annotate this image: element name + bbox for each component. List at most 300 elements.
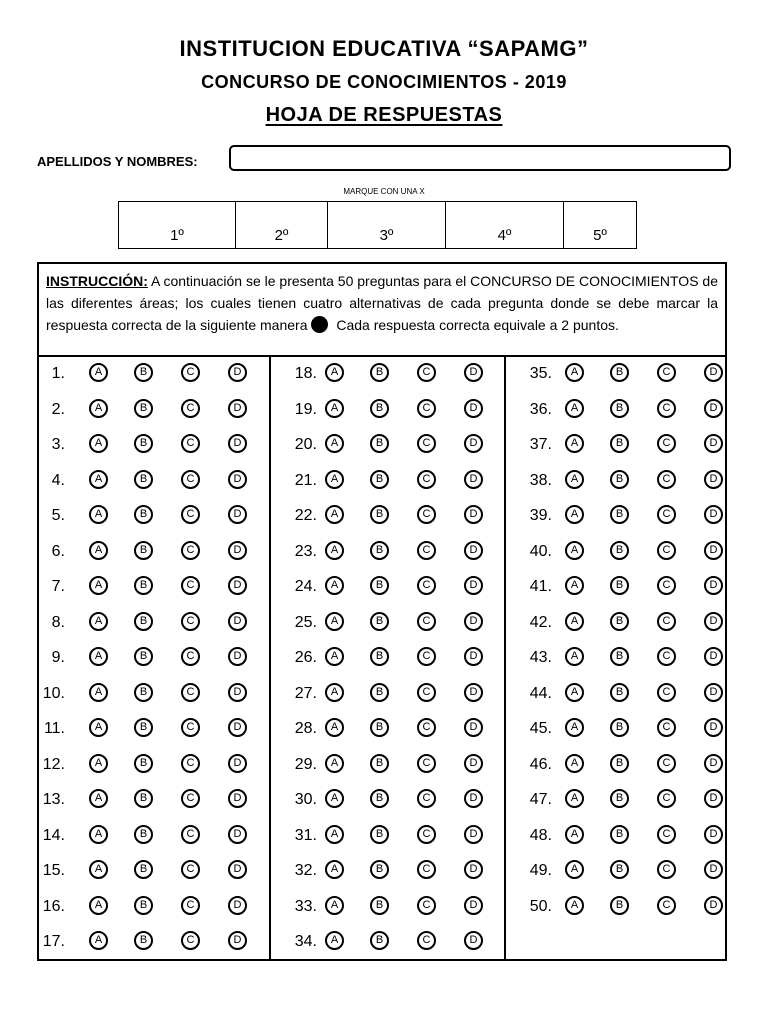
answer-bubble-c[interactable]: C [417,505,436,524]
answer-bubble-a[interactable]: A [89,683,108,702]
answer-bubble-c[interactable]: C [657,541,676,560]
answer-bubble-d[interactable]: D [464,434,483,453]
answer-bubble-a[interactable]: A [565,789,584,808]
answer-bubble-d[interactable]: D [464,363,483,382]
answer-bubble-c[interactable]: C [181,896,200,915]
instructions-text: A continuación se le presenta 50 preguntas para el CONCURSO DE CONOCIMIENTOS de las diferentes áreas; los cuales tienen cuatro alternativas de cada pregunta donde se debe marcar la respuesta correcta de la siguiente manera [46,273,719,333]
answer-bubble-b[interactable]: B [134,399,153,418]
question-row [271,393,504,429]
grade-instruction: MARQUE CON UNA X [343,187,425,196]
question-row [506,748,725,784]
answer-bubble-b[interactable]: B [610,363,629,382]
question-row [506,819,725,855]
institution-title: INSTITUCION EDUCATIVA “SAPAMG” [179,36,589,61]
question-number: 8. [51,613,65,631]
answer-bubble-c[interactable]: C [657,754,676,773]
answer-bubble-d[interactable]: D [464,647,483,666]
answer-bubble-c[interactable]: C [417,541,436,560]
question-row [271,854,504,890]
answer-bubble-b[interactable]: B [610,789,629,808]
answer-bubble-c[interactable]: C [417,896,436,915]
answer-bubble-b[interactable]: B [370,612,389,631]
answer-bubble-d[interactable]: D [464,470,483,489]
answer-bubble-d[interactable]: D [464,541,483,560]
answer-bubble-d[interactable]: D [228,931,247,950]
answer-bubble-d[interactable]: D [704,754,723,773]
answer-bubble-c[interactable]: C [417,399,436,418]
answer-bubble-a[interactable]: A [89,434,108,453]
answer-bubble-a[interactable]: A [325,860,344,879]
answer-bubble-c[interactable]: C [657,647,676,666]
instructions [39,264,725,357]
answer-bubble-d[interactable]: D [228,363,247,382]
answer-bubble-c[interactable]: C [417,470,436,489]
answer-bubble-b[interactable]: B [370,399,389,418]
answer-bubble-a[interactable]: A [89,576,108,595]
answer-bubble-b[interactable]: B [134,541,153,560]
answer-bubble-b[interactable]: B [370,896,389,915]
answer-bubble-b[interactable]: B [610,825,629,844]
answer-bubble-a[interactable]: A [565,363,584,382]
question-row [39,464,269,500]
answer-bubble-c[interactable]: C [657,434,676,453]
question-row [506,677,725,713]
question-row [271,819,504,855]
filled-bubble-icon [311,316,328,333]
answer-bubble-d[interactable]: D [464,896,483,915]
answer-bubble-d[interactable]: D [704,541,723,560]
answer-bubble-a[interactable]: A [89,896,108,915]
answer-bubble-d[interactable]: D [464,399,483,418]
answer-bubble-b[interactable]: B [134,754,153,773]
answer-bubble-a[interactable]: A [325,470,344,489]
answer-bubble-c[interactable]: C [657,860,676,879]
answer-bubble-c[interactable]: C [657,399,676,418]
answer-bubble-b[interactable]: B [134,612,153,631]
answer-bubble-b[interactable]: B [134,470,153,489]
question-number: 37. [529,436,552,453]
question-row [506,535,725,571]
answer-bubble-a[interactable]: A [325,789,344,808]
answer-bubble-b[interactable]: B [134,647,153,666]
answer-bubble-b[interactable]: B [134,363,153,382]
answer-sheet [37,262,727,961]
answer-bubble-b[interactable]: B [370,825,389,844]
question-number: 33. [294,897,317,915]
answer-bubble-b[interactable]: B [134,931,153,950]
answer-bubble-d[interactable]: D [228,754,247,773]
answer-bubble-b[interactable]: B [134,434,153,453]
answer-bubble-a[interactable]: A [325,363,344,382]
answer-bubble-a[interactable]: A [325,541,344,560]
question-number: 45. [529,720,552,737]
question-row [271,677,504,713]
answer-bubble-b[interactable]: B [134,789,153,808]
question-number: 4. [51,471,65,489]
answer-bubble-c[interactable]: C [657,505,676,524]
question-number: 15. [42,862,65,879]
answer-bubble-c[interactable]: C [417,434,436,453]
answer-bubble-d[interactable]: D [704,363,723,382]
answer-bubble-d[interactable]: D [228,576,247,595]
answer-bubble-a[interactable]: A [89,647,108,666]
question-number: 13. [42,791,65,808]
answer-bubble-c[interactable]: C [657,825,676,844]
answer-bubble-c[interactable]: C [417,789,436,808]
answer-bubble-a[interactable]: A [325,399,344,418]
contest-title: CONCURSO DE CONOCIMIENTOS - 2019 [201,72,567,92]
answer-bubble-a[interactable]: A [565,647,584,666]
answer-bubble-c[interactable]: C [181,399,200,418]
question-row [506,499,725,535]
answer-bubble-d[interactable]: D [228,683,247,702]
answer-bubble-a[interactable]: A [89,363,108,382]
answer-bubble-a[interactable]: A [565,541,584,560]
answer-bubble-c[interactable]: C [417,931,436,950]
answer-bubble-c[interactable]: C [657,470,676,489]
answer-bubble-d[interactable]: D [228,825,247,844]
answer-bubble-b[interactable]: B [134,505,153,524]
question-column-3 [506,357,725,959]
answer-bubble-d[interactable]: D [704,825,723,844]
answer-bubble-d[interactable]: D [228,647,247,666]
answer-bubble-c[interactable]: C [657,576,676,595]
question-row [271,641,504,677]
answer-bubble-b[interactable]: B [370,363,389,382]
answer-bubble-a[interactable]: A [565,470,584,489]
question-row [271,925,504,961]
answer-bubble-d[interactable]: D [704,505,723,524]
answer-bubble-a[interactable]: A [325,825,344,844]
question-row [271,783,504,819]
question-number: 42. [529,613,552,631]
question-number: 36. [529,400,552,418]
answer-bubble-a[interactable]: A [89,931,108,950]
question-number: 2. [51,400,65,418]
answer-bubble-d[interactable]: D [228,470,247,489]
answer-bubble-b[interactable]: B [370,789,389,808]
answer-bubble-c[interactable]: C [657,789,676,808]
answer-bubble-b[interactable]: B [610,860,629,879]
answer-bubble-c[interactable]: C [417,825,436,844]
answer-bubble-b[interactable]: B [610,505,629,524]
question-row [271,890,504,926]
answer-bubble-d[interactable]: D [228,789,247,808]
question-number: 18. [294,365,317,382]
answer-bubble-c[interactable]: C [181,825,200,844]
grade-option-5[interactable]: 5º [564,202,637,249]
answer-bubble-d[interactable]: D [464,860,483,879]
answer-bubble-c[interactable]: C [657,363,676,382]
question-number: 5. [51,507,65,524]
question-row [271,499,504,535]
answer-bubble-a[interactable]: A [325,683,344,702]
answer-bubble-b[interactable]: B [370,576,389,595]
grade-option-3[interactable]: 3º [328,202,446,249]
question-number: 25. [294,613,317,631]
answer-bubble-c[interactable]: C [657,683,676,702]
question-number: 19. [294,400,317,418]
answer-bubble-d[interactable]: D [228,505,247,524]
question-number: 40. [529,542,552,560]
answer-bubble-a[interactable]: A [325,647,344,666]
answer-bubble-a[interactable]: A [325,754,344,773]
answer-bubble-d[interactable]: D [464,718,483,737]
answer-bubble-c[interactable]: C [417,647,436,666]
answer-bubble-a[interactable]: A [565,896,584,915]
answer-bubble-b[interactable]: B [370,860,389,879]
question-row [271,535,504,571]
answer-bubble-d[interactable]: D [228,860,247,879]
answer-bubble-c[interactable]: C [181,470,200,489]
answer-bubble-a[interactable]: A [565,683,584,702]
answer-bubble-a[interactable]: A [565,612,584,631]
answer-bubble-c[interactable]: C [181,612,200,631]
instructions-text-end: Cada respuesta correcta equivale a 2 puntos. [332,317,619,333]
answer-bubble-a[interactable]: A [325,931,344,950]
question-number: 6. [51,542,65,560]
question-row [271,570,504,606]
answer-bubble-a[interactable]: A [89,505,108,524]
answer-bubble-b[interactable]: B [370,683,389,702]
question-number: 21. [294,471,317,489]
answer-bubble-a[interactable]: A [89,612,108,631]
answer-bubble-a[interactable]: A [325,718,344,737]
answer-bubble-b[interactable]: B [610,434,629,453]
grade-option-1[interactable]: 1º [119,202,236,249]
question-number: 47. [529,791,552,808]
question-column-2 [271,357,506,959]
question-number: 49. [529,862,552,879]
answer-bubble-d[interactable]: D [228,541,247,560]
question-row [271,464,504,500]
answer-bubble-c[interactable]: C [417,363,436,382]
question-number: 26. [294,649,317,666]
answer-bubble-b[interactable]: B [134,683,153,702]
answer-bubble-c[interactable]: C [181,541,200,560]
answer-bubble-d[interactable]: D [704,647,723,666]
answer-bubble-a[interactable]: A [565,399,584,418]
question-number: 29. [294,755,317,773]
answer-bubble-a[interactable]: A [325,434,344,453]
answer-bubble-b[interactable]: B [610,683,629,702]
question-row [506,428,725,464]
answer-bubble-d[interactable]: D [228,612,247,631]
answer-bubble-c[interactable]: C [417,683,436,702]
answer-bubble-c[interactable]: C [417,860,436,879]
answer-bubble-a[interactable]: A [89,718,108,737]
answer-bubble-a[interactable]: A [565,718,584,737]
question-number: 34. [294,933,317,950]
question-row [39,641,269,677]
question-number: 1. [51,365,65,382]
answer-bubble-d[interactable]: D [704,399,723,418]
answer-bubble-c[interactable]: C [181,860,200,879]
question-row [506,890,725,926]
answer-bubble-d[interactable]: D [464,931,483,950]
answer-bubble-d[interactable]: D [704,789,723,808]
answer-bubble-c[interactable]: C [181,363,200,382]
answer-bubble-c[interactable]: C [181,505,200,524]
question-number: 50. [529,897,552,915]
question-number: 11. [43,720,65,737]
answer-bubble-a[interactable]: A [89,860,108,879]
answer-bubble-b[interactable]: B [134,896,153,915]
answer-bubble-a[interactable]: A [565,576,584,595]
answer-bubble-b[interactable]: B [610,576,629,595]
question-number: 10. [42,684,65,702]
grade-option-2[interactable]: 2º [236,202,328,249]
question-number: 44. [529,684,552,702]
answer-bubble-d[interactable]: D [464,505,483,524]
answer-bubble-b[interactable]: B [370,505,389,524]
answer-bubble-a[interactable]: A [325,612,344,631]
question-number: 31. [294,826,317,844]
answer-bubble-a[interactable]: A [565,825,584,844]
answer-bubble-d[interactable]: D [228,399,247,418]
question-row [506,783,725,819]
question-row [39,570,269,606]
answer-bubble-b[interactable]: B [134,825,153,844]
grade-table [118,201,637,249]
question-row [39,819,269,855]
answer-bubble-a[interactable]: A [89,470,108,489]
answer-bubble-c[interactable]: C [181,647,200,666]
question-number: 16. [42,897,65,915]
answer-bubble-c[interactable]: C [417,576,436,595]
answer-bubble-a[interactable]: A [565,434,584,453]
answer-bubble-d[interactable]: D [464,612,483,631]
answer-bubble-c[interactable]: C [417,754,436,773]
answer-bubble-d[interactable]: D [704,470,723,489]
answer-bubble-c[interactable]: C [657,718,676,737]
question-number: 48. [529,826,552,844]
answer-bubble-d[interactable]: D [704,718,723,737]
answer-bubble-c[interactable]: C [181,683,200,702]
answer-bubble-d[interactable]: D [704,612,723,631]
answer-bubble-b[interactable]: B [610,541,629,560]
question-row [39,606,269,642]
question-row [506,854,725,890]
answer-bubble-a[interactable]: A [565,754,584,773]
answer-bubble-b[interactable]: B [610,612,629,631]
answer-bubble-b[interactable]: B [610,718,629,737]
question-number: 17. [42,933,65,950]
name-label: APELLIDOS Y NOMBRES: [37,154,198,169]
question-number: 46. [529,755,552,773]
answer-bubble-b[interactable]: B [370,754,389,773]
question-row [39,712,269,748]
answer-bubble-b[interactable]: B [370,541,389,560]
question-row [506,712,725,748]
answer-bubble-d[interactable]: D [464,789,483,808]
answer-bubble-c[interactable]: C [417,718,436,737]
answer-bubble-a[interactable]: A [325,896,344,915]
answer-bubble-a[interactable]: A [565,505,584,524]
answer-bubble-d[interactable]: D [704,896,723,915]
answer-bubble-b[interactable]: B [134,718,153,737]
answer-bubble-d[interactable]: D [464,576,483,595]
grade-option-4[interactable]: 4º [446,202,564,249]
answer-bubble-c[interactable]: C [417,612,436,631]
answer-bubble-a[interactable]: A [89,399,108,418]
answer-bubble-a[interactable]: A [89,754,108,773]
question-number: 20. [294,436,317,453]
answer-bubble-b[interactable]: B [370,647,389,666]
question-number: 24. [294,578,317,595]
answer-bubble-d[interactable]: D [464,825,483,844]
question-number: 30. [294,791,317,808]
answer-bubble-b[interactable]: B [134,860,153,879]
answer-bubble-d[interactable]: D [228,896,247,915]
answer-bubble-c[interactable]: C [181,576,200,595]
question-row [506,606,725,642]
question-row [271,428,504,464]
answer-bubble-b[interactable]: B [370,434,389,453]
question-number: 23. [294,542,317,560]
answer-bubble-b[interactable]: B [370,931,389,950]
answer-bubble-a[interactable]: A [325,505,344,524]
question-number: 32. [294,862,317,879]
question-number: 7. [51,578,65,595]
question-row [506,357,725,393]
answer-bubble-b[interactable]: B [610,647,629,666]
answer-bubble-a[interactable]: A [565,860,584,879]
answer-bubble-b[interactable]: B [370,470,389,489]
answer-bubble-b[interactable]: B [610,470,629,489]
question-row [39,925,269,961]
answer-bubble-b[interactable]: B [610,896,629,915]
question-row [506,570,725,606]
answer-bubble-d[interactable]: D [228,718,247,737]
answer-bubble-a[interactable]: A [89,825,108,844]
answer-bubble-d[interactable]: D [228,434,247,453]
question-number: 9. [51,649,65,666]
answer-bubble-c[interactable]: C [181,789,200,808]
answer-bubble-a[interactable]: A [89,789,108,808]
question-number: 41. [529,578,552,595]
answer-bubble-a[interactable]: A [325,576,344,595]
name-input[interactable] [229,145,731,171]
answer-bubble-d[interactable]: D [704,683,723,702]
question-row [506,464,725,500]
answer-bubble-b[interactable]: B [610,754,629,773]
answer-bubble-d[interactable]: D [704,860,723,879]
question-row [39,535,269,571]
answer-bubble-c[interactable]: C [181,718,200,737]
answer-bubble-b[interactable]: B [610,399,629,418]
question-row [39,357,269,393]
answer-bubble-b[interactable]: B [134,576,153,595]
answer-bubble-d[interactable]: D [704,576,723,595]
question-row [39,748,269,784]
answer-bubble-c[interactable]: C [181,931,200,950]
answer-bubble-c[interactable]: C [657,612,676,631]
answer-bubble-d[interactable]: D [704,434,723,453]
answer-bubble-c[interactable]: C [657,896,676,915]
answer-bubble-c[interactable]: C [181,434,200,453]
question-row [39,890,269,926]
question-row [39,393,269,429]
question-number: 12. [42,755,65,773]
answer-bubble-c[interactable]: C [181,754,200,773]
answer-bubble-b[interactable]: B [370,718,389,737]
question-row [506,393,725,429]
answer-bubble-d[interactable]: D [464,683,483,702]
answer-bubble-d[interactable]: D [464,754,483,773]
answer-bubble-a[interactable]: A [89,541,108,560]
question-row [39,783,269,819]
